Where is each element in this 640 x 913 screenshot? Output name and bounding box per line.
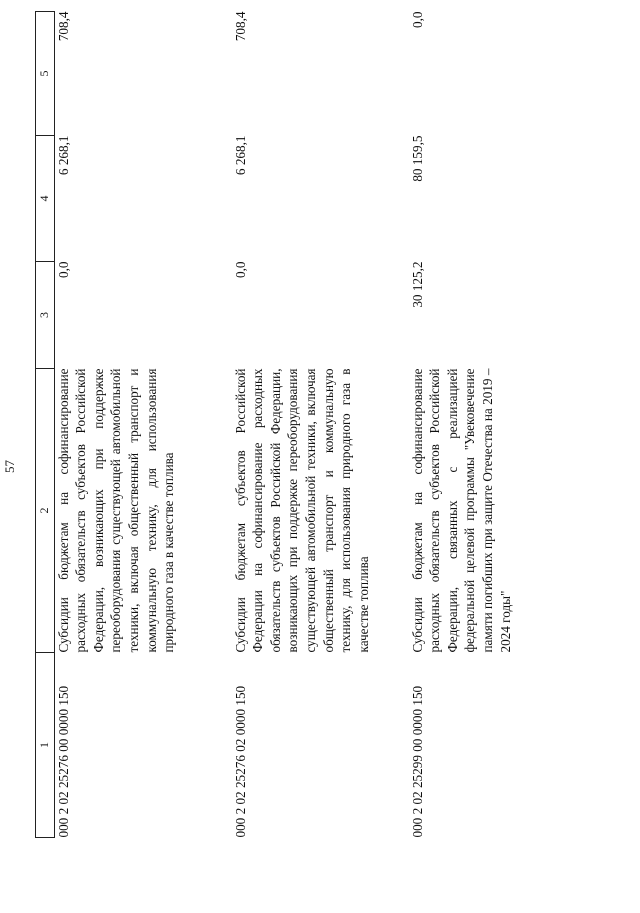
- column-header-3: 3: [36, 262, 55, 369]
- row-description: Субсидии бюджетам на софинансирование расходных обязательств субъектов Российской Федерации, возникающих при поддержке переоборудования существующей автомобильной техники, включая общественный транспорт и коммунальную технику, для использования природного газа в качестве топлива: [55, 368, 177, 653]
- table-row: [232, 12, 409, 838]
- row-value-col5: 0,0: [409, 11, 425, 28]
- row-value-col3: 30 125,2: [409, 261, 425, 308]
- column-header-5: 5: [36, 12, 55, 136]
- row-code: 000 2 02 25299 00 0000 150: [409, 685, 425, 838]
- row-description: Субсидии бюджетам субъектов Российской Федерации на софинансирование расходных обязательств субъектов Российской Федерации, возникающих при поддержке переоборудования существующей автомобильной техники, включая общественный транспорт и коммунальную технику, для использования природного газа в качестве топлива: [232, 368, 371, 653]
- budget-table: [35, 11, 539, 838]
- row-value-col3: 0,0: [232, 261, 248, 278]
- row-description: Субсидии бюджетам на софинансирование расходных обязательств субъектов Российской Федерации, связанных с реализацией федеральной целевой программы "Увековечение памяти погибших при защите Отечества на 2019 – 2024 годы": [409, 368, 513, 653]
- row-value-col3: 0,0: [55, 261, 71, 278]
- row-value-col5: 708,4: [232, 11, 248, 42]
- row-value-col4: 6 268,1: [55, 135, 71, 176]
- row-code: 000 2 02 25276 02 0000 150: [232, 685, 248, 838]
- column-header-4: 4: [36, 136, 55, 262]
- row-code: 000 2 02 25276 00 0000 150: [55, 685, 71, 838]
- row-value-col4: 80 159,5: [409, 135, 425, 182]
- table-row: [54, 12, 232, 838]
- page-number: 57: [2, 460, 17, 473]
- row-value-col5: 708,4: [55, 11, 71, 42]
- column-header-1: 1: [36, 653, 55, 838]
- table-row: [409, 12, 539, 838]
- column-header-2: 2: [36, 369, 55, 653]
- row-value-col4: 6 268,1: [232, 135, 248, 176]
- table-header-row: [36, 12, 55, 838]
